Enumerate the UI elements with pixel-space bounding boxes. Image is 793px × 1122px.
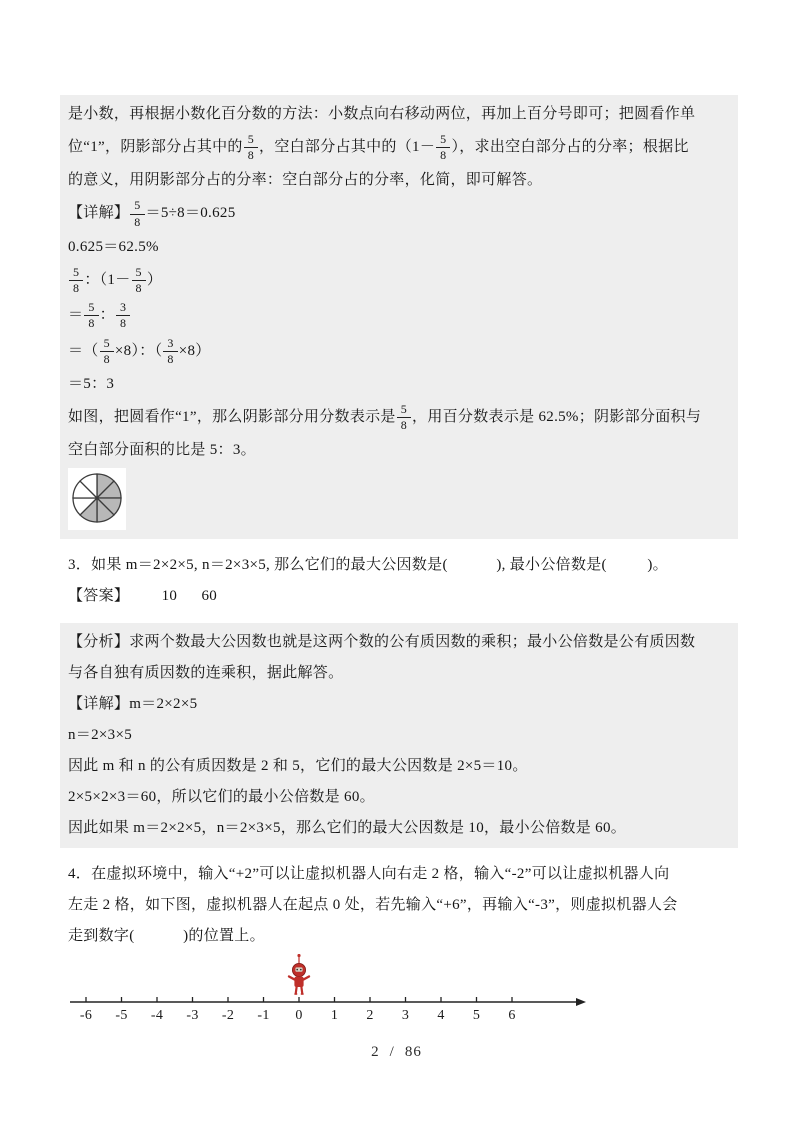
fraction-denominator: 8 bbox=[116, 315, 130, 330]
fraction bbox=[244, 133, 258, 162]
fraction-denominator: 8 bbox=[130, 214, 144, 229]
text-segment: 【答案】 10 60 bbox=[68, 588, 218, 605]
numberline-tick-label: -5 bbox=[115, 1008, 128, 1024]
fraction bbox=[132, 266, 146, 295]
text-line bbox=[68, 550, 730, 581]
fraction-denominator: 8 bbox=[69, 280, 83, 295]
numberline-tick-label: 4 bbox=[437, 1008, 445, 1024]
text-line bbox=[68, 165, 730, 196]
text-segment: ＝5：3 bbox=[68, 375, 115, 392]
fraction-numerator: 5 bbox=[103, 335, 110, 350]
text-line bbox=[68, 298, 730, 333]
text-segment: 【详解】m＝2×2×5 bbox=[68, 696, 198, 713]
numberline-tick-label: 2 bbox=[366, 1008, 374, 1024]
shaded-circle-figure bbox=[68, 468, 126, 530]
numberline-tick-label: -1 bbox=[257, 1008, 270, 1024]
fraction-numerator: 5 bbox=[135, 264, 142, 279]
text-line bbox=[68, 658, 730, 689]
text-line bbox=[68, 859, 730, 890]
question-3-explanation-block bbox=[60, 623, 738, 848]
text-segment: 如图，把圆看作“1”，那么阴影部分用分数表示是 bbox=[68, 409, 396, 425]
text-segment: ＝（ bbox=[68, 342, 99, 359]
text-line bbox=[68, 466, 730, 535]
text-segment: 3．如果 m＝2×2×5, n＝2×3×5, 那么它们的最大公因数是( ), 最小公倍数是( )。 bbox=[68, 557, 668, 574]
text-line bbox=[68, 232, 730, 263]
numberline-tick-label: 0 bbox=[295, 1008, 303, 1024]
fraction-denominator: 8 bbox=[100, 351, 114, 366]
fraction-numerator: 5 bbox=[73, 264, 80, 279]
question-3-block bbox=[60, 546, 738, 616]
fraction-numerator: 5 bbox=[440, 132, 447, 146]
fraction bbox=[436, 133, 450, 162]
fraction-denominator: 8 bbox=[436, 147, 450, 162]
text-segment: 【详解】 bbox=[68, 205, 130, 222]
text-segment: ： bbox=[99, 307, 115, 324]
text-line bbox=[68, 99, 730, 130]
text-segment: 2×5×2×3＝60，所以它们的最小公倍数是 60。 bbox=[68, 789, 375, 806]
page-number-total: 86 bbox=[404, 1044, 422, 1060]
text-line bbox=[68, 921, 730, 952]
robot-icon bbox=[289, 954, 309, 994]
text-line bbox=[68, 263, 730, 298]
text-segment: 走到数字( )的位置上。 bbox=[68, 928, 265, 945]
text-segment: 的意义，用阴影部分占的分率：空白部分占的分率，化简，即可解答。 bbox=[68, 172, 543, 189]
fraction bbox=[84, 301, 98, 330]
text-line bbox=[68, 952, 730, 1041]
text-segment: ，空白部分占其中的（1－ bbox=[259, 139, 436, 156]
prev-question-analysis-block bbox=[60, 95, 738, 539]
fraction bbox=[69, 266, 83, 295]
page-footer bbox=[0, 1044, 793, 1061]
text-segment: ） bbox=[146, 271, 163, 288]
page-number-separator: / bbox=[389, 1044, 395, 1060]
text-segment: 是小数，再根据小数化百分数的方法：小数点向右移动两位，再加上百分号即可；把圆看作单 bbox=[68, 106, 696, 122]
fraction-numerator: 3 bbox=[119, 300, 127, 315]
text-segment: ，用百分数表示是 62.5%；阴影部分面积与 bbox=[412, 409, 702, 425]
text-segment: 【分析】求两个数最大公因数也就是这两个数的公有质因数的乘积；最小公倍数是公有质因数 bbox=[68, 634, 696, 651]
fraction-numerator: 5 bbox=[88, 300, 95, 315]
numberline-tick-label: 5 bbox=[472, 1008, 481, 1024]
fraction bbox=[163, 337, 177, 366]
text-line bbox=[68, 751, 730, 782]
numberline-tick-label: 6 bbox=[508, 1008, 516, 1024]
text-segment: 因此如果 m＝2×2×5，n＝2×3×5，那么它们的最大公因数是 10，最小公倍数是 60。 bbox=[68, 820, 627, 837]
fraction-denominator: 8 bbox=[84, 315, 98, 330]
text-line bbox=[68, 689, 730, 720]
numberline-tick-label: -3 bbox=[186, 1008, 199, 1024]
fraction bbox=[397, 403, 411, 432]
text-line bbox=[68, 334, 730, 369]
fraction-denominator: 8 bbox=[132, 280, 146, 295]
page-number-current: 2 bbox=[371, 1044, 380, 1060]
text-segment: 左走 2 格，如下图，虚拟机器人在起点 0 处，若先输入“+6”，再输入“-3”，则虚拟机器人会 bbox=[68, 897, 678, 914]
fraction-numerator: 5 bbox=[247, 132, 255, 146]
question-4-block bbox=[60, 855, 738, 1045]
text-line bbox=[68, 813, 730, 844]
text-line bbox=[68, 890, 730, 921]
text-segment: n＝2×3×5 bbox=[68, 727, 133, 744]
fraction-denominator: 8 bbox=[397, 417, 411, 432]
text-segment: 0.625＝62.5% bbox=[68, 238, 159, 255]
text-segment: ×8） bbox=[178, 342, 211, 359]
text-segment: 因此 m 和 n 的公有质因数是 2 和 5，它们的最大公因数是 2×5＝10。 bbox=[68, 758, 528, 775]
text-segment: ×8）：（ bbox=[114, 342, 163, 359]
text-line bbox=[68, 130, 730, 165]
text-segment: ＝5÷8＝0.625 bbox=[145, 205, 236, 222]
text-segment: ＝ bbox=[68, 307, 84, 324]
text-line bbox=[68, 720, 730, 751]
text-segment: 4．在虚拟环境中，输入“+2”可以让虚拟机器人向右走 2 格，输入“-2”可以让虚拟机器人向 bbox=[68, 866, 670, 883]
text-line bbox=[68, 782, 730, 813]
text-segment: 位“1”，阴影部分占其中的 bbox=[68, 139, 243, 156]
text-line bbox=[68, 196, 730, 231]
text-segment: ：（1－ bbox=[84, 271, 131, 288]
numberline-tick-label: -2 bbox=[221, 1008, 235, 1024]
text-segment: ），求出空白部分占的分率；根据比 bbox=[451, 139, 689, 156]
fraction-numerator: 5 bbox=[400, 401, 408, 416]
content bbox=[60, 95, 738, 1052]
text-line bbox=[68, 581, 730, 612]
text-segment: 空白部分面积的比是 5：3。 bbox=[68, 442, 256, 459]
text-segment: 与各自独有质因数的连乘积，据此解答。 bbox=[68, 665, 344, 682]
numberline-figure bbox=[68, 1008, 608, 1034]
fraction bbox=[116, 301, 130, 330]
fraction-denominator: 8 bbox=[163, 351, 177, 366]
text-line bbox=[68, 369, 730, 400]
fraction-numerator: 3 bbox=[167, 335, 174, 350]
text-line bbox=[68, 435, 730, 466]
fraction bbox=[100, 337, 114, 366]
fraction-denominator: 8 bbox=[244, 147, 258, 162]
numberline-tick-label: -6 bbox=[79, 1008, 93, 1024]
numberline-tick-label: 3 bbox=[401, 1008, 410, 1024]
numberline-tick-label: 1 bbox=[330, 1008, 339, 1024]
fraction-numerator: 5 bbox=[134, 198, 141, 213]
text-line bbox=[68, 627, 730, 658]
fraction bbox=[130, 199, 144, 228]
text-line bbox=[68, 400, 730, 435]
numberline-tick-label: -4 bbox=[150, 1008, 164, 1024]
